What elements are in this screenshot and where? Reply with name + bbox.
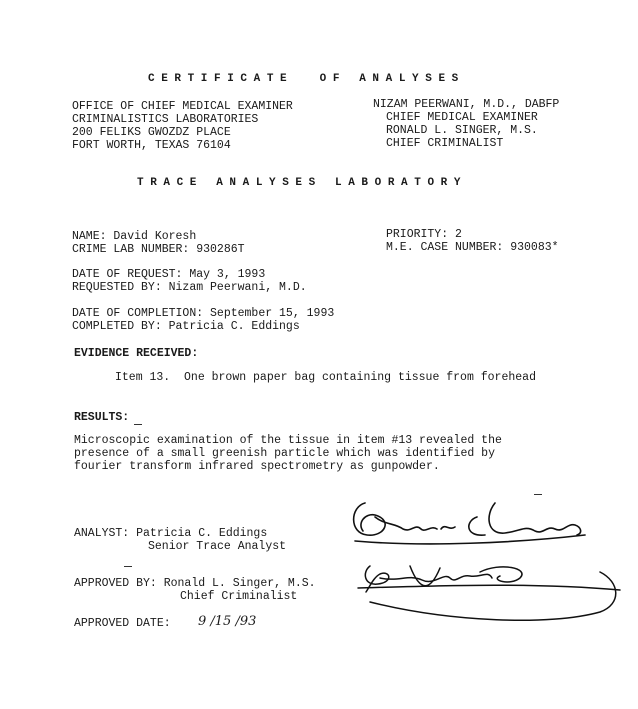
office-line-1: OFFICE OF CHIEF MEDICAL EXAMINER bbox=[72, 100, 293, 113]
requested-by: REQUESTED BY: Nizam Peerwani, M.D. bbox=[72, 281, 307, 294]
subject-name: NAME: David Koresh bbox=[72, 230, 197, 243]
results-line-1: Microscopic examination of the tissue in item #13 revealed the bbox=[74, 434, 502, 447]
approved-by-line: APPROVED BY: Ronald L. Singer, M.S. bbox=[74, 577, 316, 590]
date-of-request: DATE OF REQUEST: May 3, 1993 bbox=[72, 268, 266, 281]
results-line-3: fourier transform infrared spectrometry as gunpowder. bbox=[74, 460, 440, 473]
lab-title: T R A C E A N A L Y S E S L A B O R A T O R Y bbox=[137, 177, 461, 189]
date-of-completion: DATE OF COMPLETION: September 15, 1993 bbox=[72, 307, 335, 320]
official-line-2: CHIEF MEDICAL EXAMINER bbox=[386, 111, 538, 124]
results-heading: RESULTS: bbox=[74, 411, 130, 424]
office-line-3: 200 FELIKS GWOZDZ PLACE bbox=[72, 126, 231, 139]
me-case-number: M.E. CASE NUMBER: 930083* bbox=[386, 241, 559, 254]
office-line-2: CRIMINALISTICS LABORATORIES bbox=[72, 113, 259, 126]
approver-signature bbox=[350, 552, 630, 632]
results-underline-mark bbox=[134, 424, 142, 425]
office-line-4: FORT WORTH, TEXAS 76104 bbox=[72, 139, 231, 152]
official-line-4: CHIEF CRIMINALIST bbox=[386, 137, 504, 150]
certificate-title: C E R T I F I C A T E O F A N A L Y S E S bbox=[148, 73, 459, 85]
priority: PRIORITY: 2 bbox=[386, 228, 462, 241]
completed-by: COMPLETED BY: Patricia C. Eddings bbox=[72, 320, 300, 333]
approved-date-label: APPROVED DATE: bbox=[74, 617, 171, 630]
margin-mark bbox=[534, 494, 542, 495]
analyst-title: Senior Trace Analyst bbox=[148, 540, 287, 553]
analyst-line: ANALYST: Patricia C. Eddings bbox=[74, 527, 268, 540]
approved-by-title: Chief Criminalist bbox=[180, 590, 298, 603]
evidence-heading: EVIDENCE RECEIVED: bbox=[74, 347, 199, 360]
results-line-2: presence of a small greenish particle which was identified by bbox=[74, 447, 495, 460]
analyst-signature bbox=[345, 495, 605, 555]
official-line-1: NIZAM PEERWANI, M.D., DABFP bbox=[373, 98, 560, 111]
official-line-3: RONALD L. SINGER, M.S. bbox=[386, 124, 538, 137]
crime-lab-number: CRIME LAB NUMBER: 930286T bbox=[72, 243, 245, 256]
approved-date-value: 9 /15 /93 bbox=[198, 614, 257, 629]
approved-mark bbox=[124, 566, 132, 567]
evidence-item: Item 13. One brown paper bag containing tissue from forehead bbox=[115, 371, 536, 384]
